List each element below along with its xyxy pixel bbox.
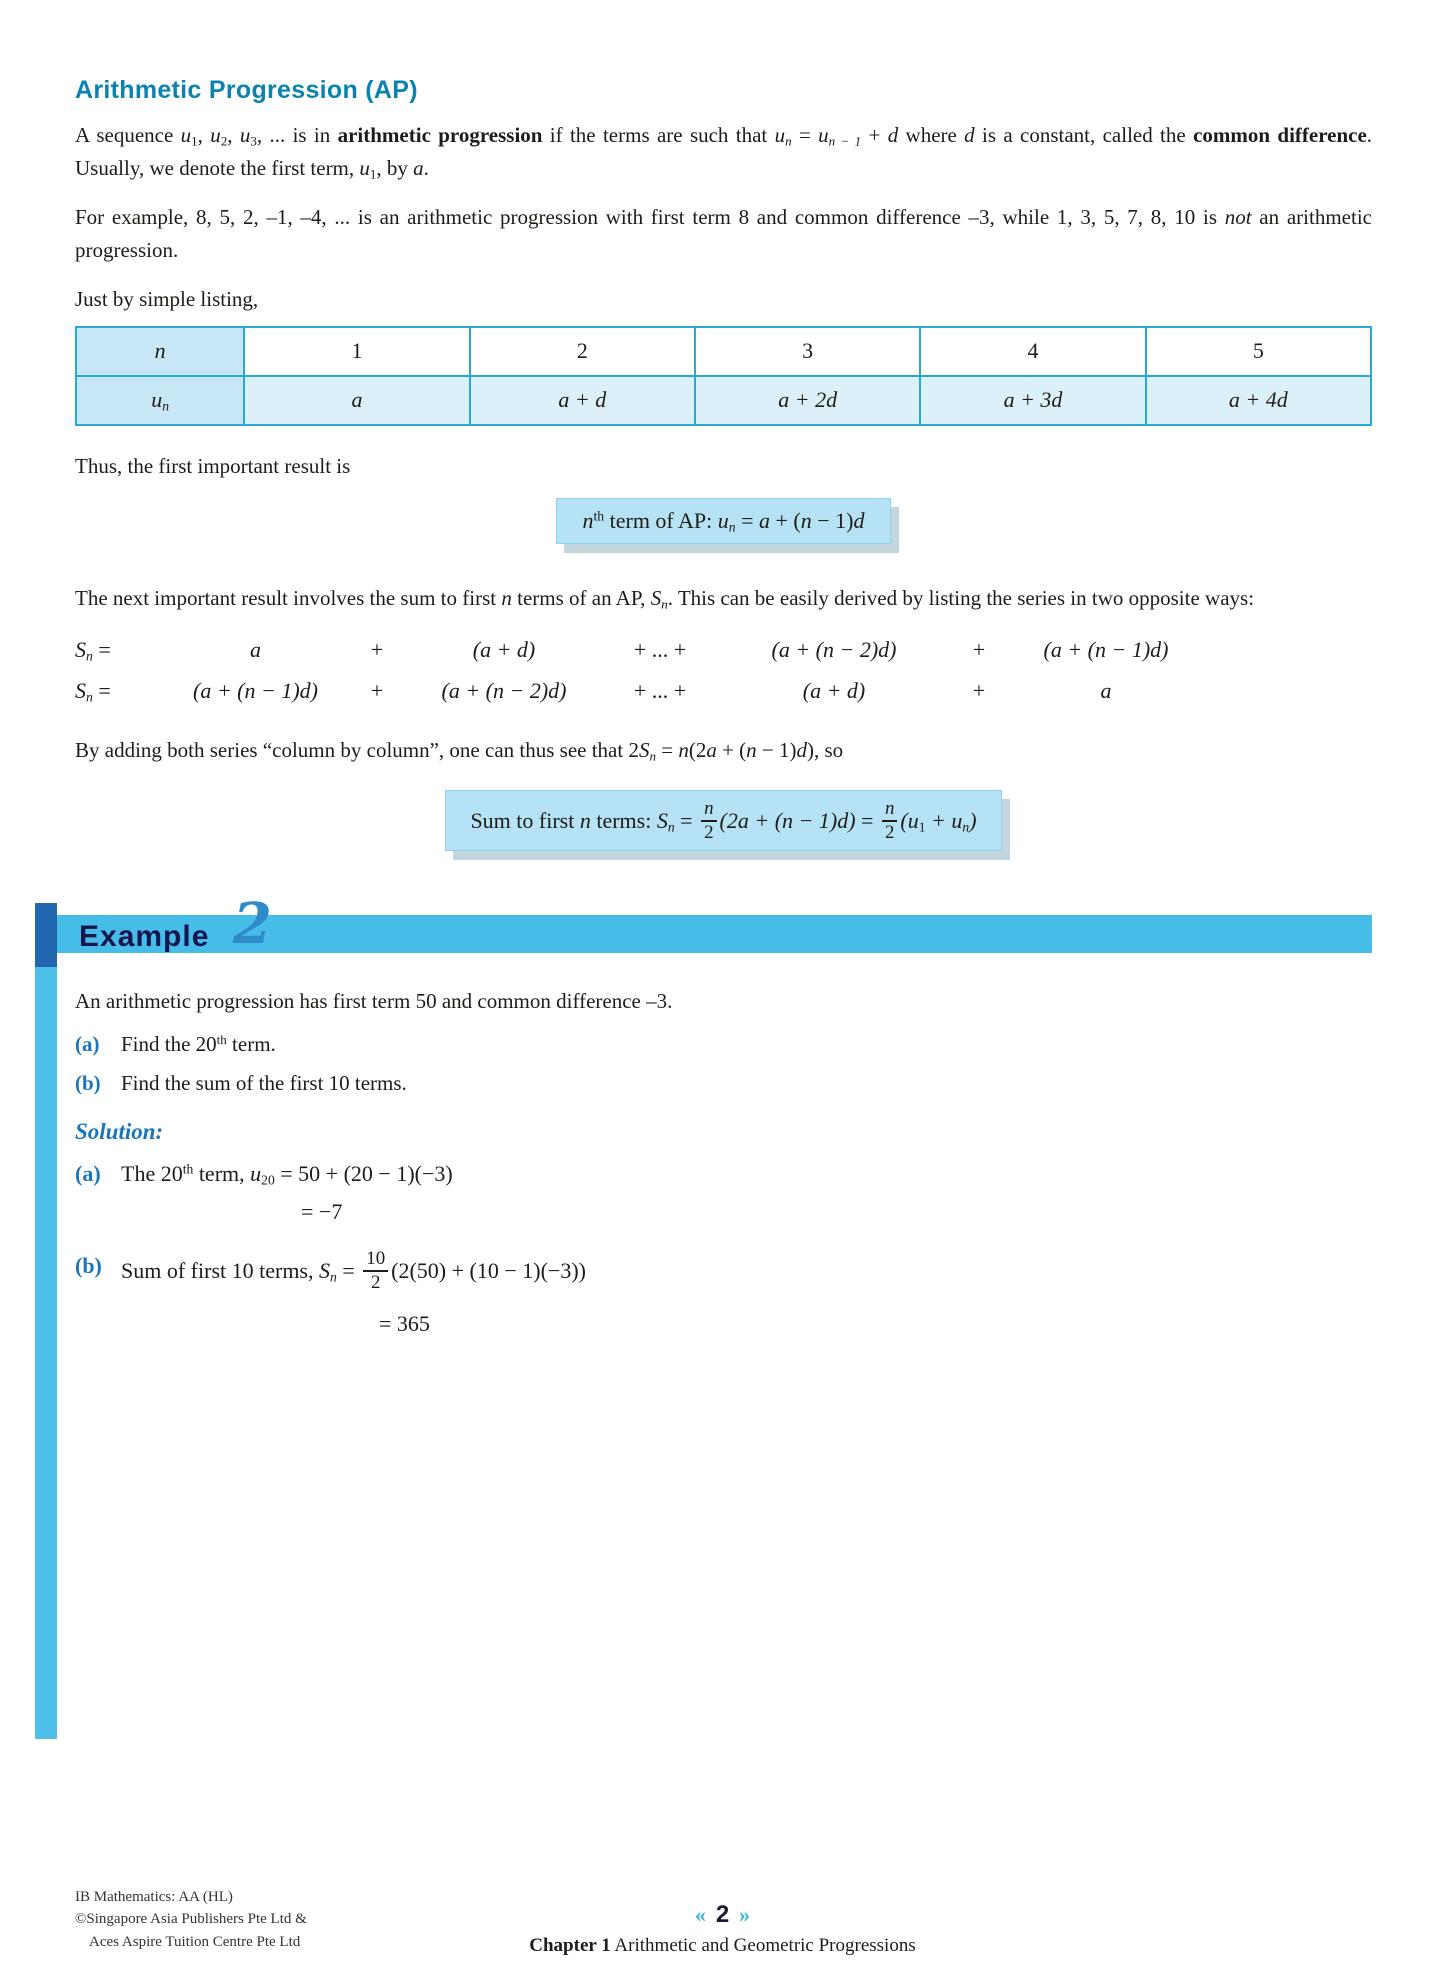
table-cell: 3: [695, 327, 920, 376]
example-header: [75, 891, 1372, 961]
equation-term: Sn =: [75, 678, 111, 705]
page-number-row: [0, 1900, 1445, 1933]
nth-term-formula-box: $n^{th}$ term of AP: un = a + (n − 1)d: [556, 498, 892, 544]
sum-derivation-equations: [75, 632, 1372, 708]
solution-heading: Solution:: [75, 1119, 164, 1145]
solution-a-line-1: The 20th term, u20 = 50 + (20 − 1)(−3): [121, 1161, 453, 1188]
fraction-denominator: 2: [884, 821, 895, 843]
next-chevron-icon: »: [739, 1902, 751, 1927]
sum-formula-box: [445, 790, 1001, 852]
ap-listing-table: [75, 326, 1372, 426]
table-cell: a + 2d: [695, 376, 920, 425]
table-cell: 2: [470, 327, 695, 376]
table-header-row: [76, 327, 1371, 376]
equation-term: + ... +: [633, 678, 687, 704]
equation-term: (a + (n − 1)d): [1043, 636, 1169, 662]
solution-b-line-1: [121, 1249, 586, 1293]
part-label: (b): [75, 1253, 102, 1279]
solution-b-line-2: = 365: [379, 1311, 430, 1337]
table-cell-n: n: [76, 327, 244, 376]
part-text: Find the 20th term.: [121, 1031, 276, 1057]
fraction-numerator: 10: [363, 1249, 388, 1272]
table-cell: 5: [1146, 327, 1371, 376]
table-cell: a: [244, 376, 469, 425]
table-cell-un: un: [76, 376, 244, 425]
page-footer: [0, 1900, 1445, 1959]
chapter-name: Arithmetic and Geometric Progressions: [610, 1935, 916, 1956]
table-cell: a + 4d: [1146, 376, 1371, 425]
equation-term: +: [972, 678, 986, 704]
table-cell: 1: [244, 327, 469, 376]
fraction-n-over-2: [701, 799, 716, 843]
intro-paragraph-2: For example, 8, 5, 2, –1, –4, ... is an arithmetic progression with first term 8 and common difference –3, while 1, 3, 5, 7, 8, 10 is not an arithmetic progression.: [75, 205, 1372, 262]
sum-formula-lead: Sum to first n terms: Sn =: [470, 807, 699, 835]
example-part-b: [75, 1067, 1372, 1100]
left-margin-bar: [35, 967, 57, 1739]
imprint-line: Aces Aspire Tuition Centre Pte Ltd: [89, 1933, 301, 1950]
part-label: (b): [75, 1070, 101, 1095]
equation-term: +: [370, 678, 384, 704]
fraction-denominator: 2: [370, 1272, 381, 1294]
equation-term: (a + (n − 2)d): [771, 636, 897, 662]
part-label: (a): [75, 1032, 100, 1057]
table-cell: a + 3d: [920, 376, 1145, 425]
example-part-a: [75, 1028, 1372, 1061]
equation-line-1: [75, 632, 1372, 667]
imprint-line: IB Mathematics: AA (HL): [75, 1888, 233, 1905]
equation-term: +: [370, 636, 384, 662]
chapter-number: Chapter 1: [529, 1935, 611, 1956]
equation-term: (a + (n − 1)d): [193, 678, 318, 704]
fraction-numerator: n: [882, 799, 897, 822]
result-lead-in: Thus, the first important result is: [75, 453, 351, 478]
solution-a-work: [121, 1157, 1372, 1229]
listing-lead-in: Just by simple listing,: [75, 287, 259, 312]
page-number: 2: [715, 1901, 730, 1928]
equation-term: (a + d): [802, 678, 866, 704]
solution-b-lead: Sum of first 10 terms, Sn =: [121, 1258, 361, 1285]
equation-term: a: [1100, 678, 1112, 704]
fraction-numerator: n: [701, 799, 716, 822]
solution-part-b: [75, 1249, 1372, 1341]
equation-term: + ... +: [633, 636, 687, 662]
equation-term: +: [972, 636, 986, 662]
example-intro: An arithmetic progression has first term 50 and common difference –3.: [75, 989, 673, 1014]
table-cell: a + d: [470, 376, 695, 425]
fraction-n-over-2: [882, 799, 897, 843]
column-addition-paragraph: By adding both series “column by column”, one can thus see that 2Sn = n(2a + (n − 1)d), so: [75, 738, 844, 764]
section-heading: Arithmetic Progression (AP): [75, 76, 418, 104]
solution-b-tail: (2(50) + (10 − 1)(−3)): [391, 1258, 586, 1284]
equation-term: (a + d): [472, 636, 536, 662]
example-left-accent-block: [35, 903, 57, 967]
equation-term: a: [250, 636, 261, 662]
equation-term: Sn =: [75, 636, 111, 664]
example-label: Example: [79, 920, 210, 954]
chapter-title: [0, 1933, 1445, 1959]
solution-part-a: [75, 1157, 1372, 1229]
part-text: Find the sum of the first 10 terms.: [121, 1070, 407, 1095]
table-cell: 4: [920, 327, 1145, 376]
fraction-10-over-2: [363, 1249, 388, 1293]
equation-line-2: [75, 673, 1372, 708]
sum-formula-mid: (2a + (n − 1)d) =: [719, 807, 879, 833]
sum-formula-tail: (u1 + un): [900, 807, 977, 835]
table-terms-row: [76, 376, 1371, 425]
fraction-denominator: 2: [704, 821, 714, 843]
imprint-line: ©Singapore Asia Publishers Pte Ltd &: [75, 1911, 307, 1927]
solution-b-work: [121, 1249, 1372, 1341]
intro-paragraph-1: A sequence u1, u2, u3, ... is in arithmetic progression if the terms are such that un = un − 1 + d where d is a constant, called the common difference. Usually, we denote the first term, u1, by a.: [75, 123, 1373, 181]
part-label: (a): [75, 1161, 101, 1187]
sum-intro-paragraph: The next important result involves the sum to first n terms of an AP, Sn. This can be easily derived by listing the series in two opposite ways:: [75, 586, 1255, 612]
example-number: 2: [233, 891, 272, 958]
equation-term: (a + (n − 2)d): [441, 678, 567, 704]
solution-a-line-2: = −7: [301, 1199, 343, 1225]
prev-chevron-icon: «: [694, 1902, 706, 1927]
